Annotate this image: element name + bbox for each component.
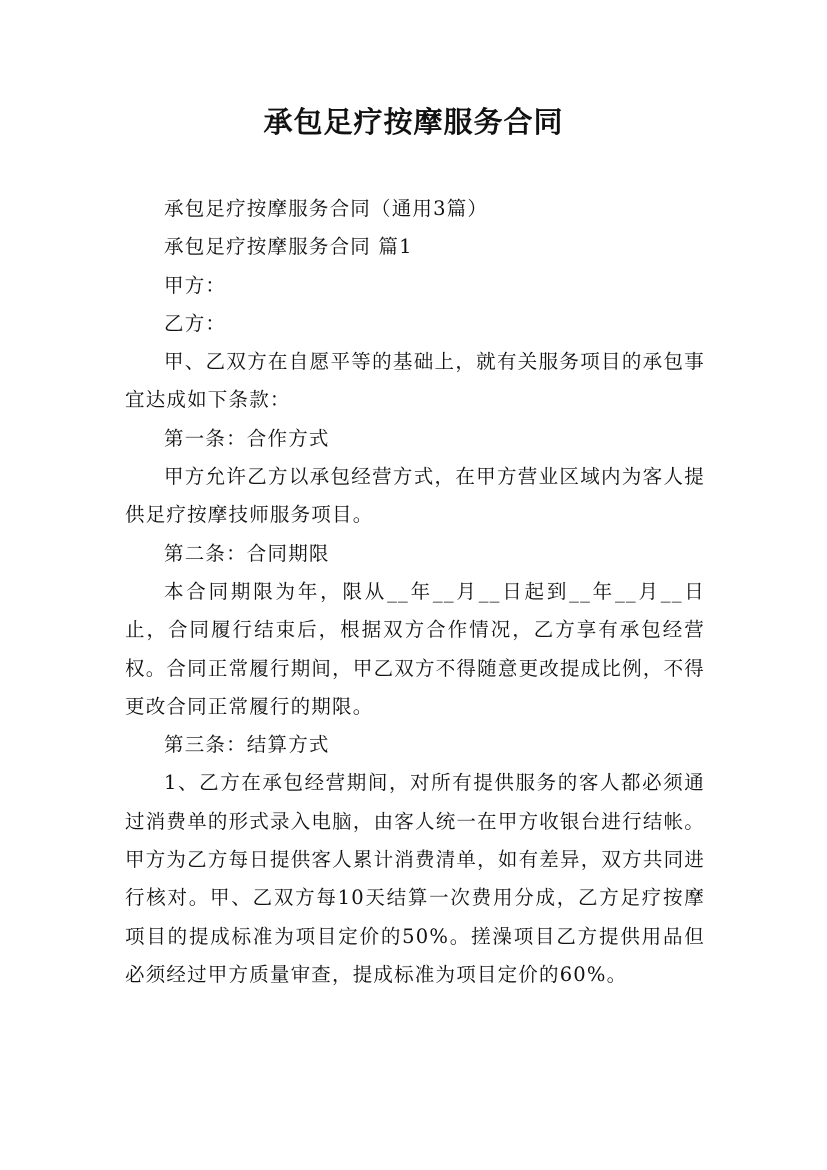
subtitle-line: 承包足疗按摩服务合同（通用3篇）: [164, 197, 489, 220]
article-3-clause-1: 1、乙方在承包经营期间，对所有提供服务的客人都必须通过消费单的形式录入电脑，由客人统一在甲方收银台进行结帐。甲方为乙方每日提供客人累计消费清单，如有差异，双方共同进行核对。甲、乙双方每10天结算一次费用分成，乙方足疗按摩项目的提成标准为项目定价的50%。搓澡项目乙方提供用品但必须经过甲方质量审查，提成标准为项目定价的60%。: [125, 771, 705, 986]
preamble-paragraph: 甲、乙双方在自愿平等的基础上，就有关服务项目的承包事宜达成如下条款：: [125, 350, 705, 412]
article-2-heading: 第二条：合同期限: [164, 541, 330, 565]
article-3-heading: 第三条：结算方式: [164, 733, 330, 757]
section-heading: 承包足疗按摩服务合同 篇1: [164, 235, 413, 259]
article-1-text: 甲方允许乙方以承包经营方式，在甲方营业区域内为客人提供足疗按摩技师服务项目。: [125, 465, 705, 527]
party-a-line: 甲方：: [164, 273, 227, 297]
document-title: 承包足疗按摩服务合同: [263, 105, 564, 139]
party-b-line: 乙方：: [164, 311, 227, 335]
article-1-heading: 第一条：合作方式: [164, 426, 330, 450]
document-body: [125, 190, 705, 994]
article-2-text: 本合同期限为年，限从__年__月__日起到__年__月__日止，合同履行结束后，根据双方合作情况，乙方享有承包经营权。合同正常履行期间，甲乙双方不得随意更改提成比例，不得更改合同正常履行的期限。: [125, 579, 705, 718]
